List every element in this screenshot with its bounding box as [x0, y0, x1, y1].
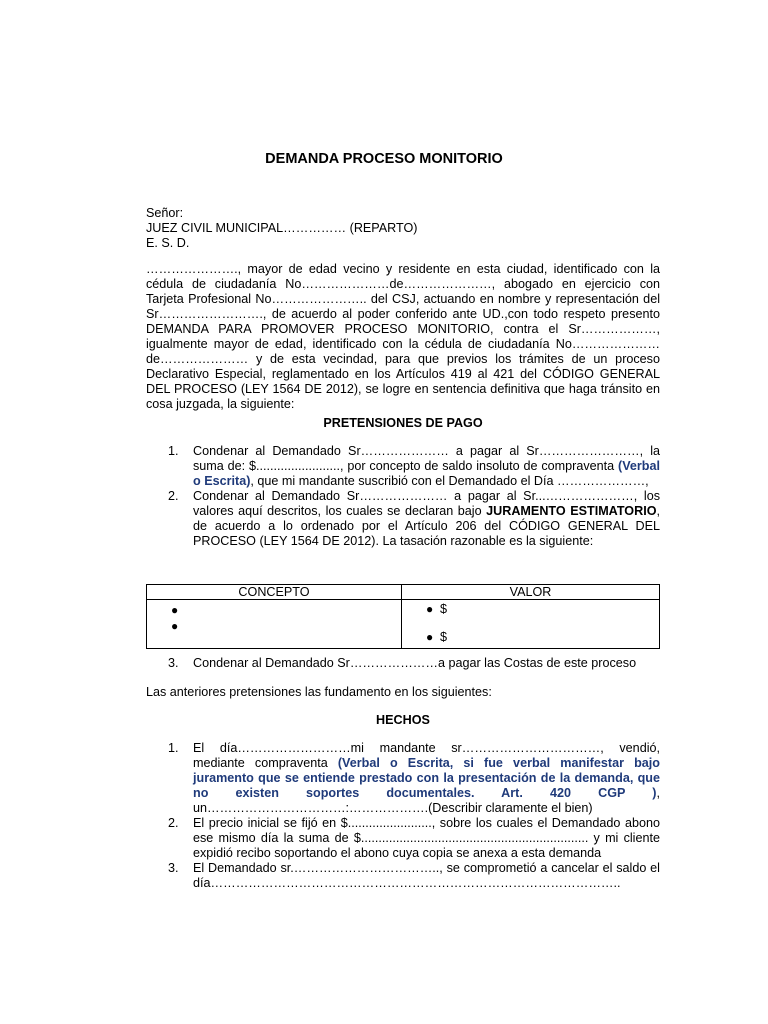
pretensiones-list-cont	[146, 656, 660, 671]
item-text-cont: , que mi mandante suscribió con el Demandado el Día …………………,	[250, 474, 649, 488]
list-item: ● $	[426, 602, 448, 616]
salutation: Señor:	[146, 206, 184, 220]
bullet-icon: ●	[171, 603, 179, 617]
concepto-cell	[147, 600, 402, 649]
pretension-item-3	[146, 656, 660, 671]
hechos-heading: HECHOS	[376, 713, 430, 727]
item-text: Condenar al Demandado Sr………………… a pagar al Sr...…………………, los valores aquí descritos, los cuales se declaran bajo	[193, 489, 660, 518]
addressee-block	[146, 206, 660, 251]
highlight-text: (Verbal o Escrita, si fue verbal manifestar bajo juramento que se entiende prestado con la presentación de la demanda, que no existen soportes documentales. Art. 420 CGP )	[193, 756, 660, 800]
bold-text: JURAMENTO ESTIMATORIO	[486, 504, 657, 518]
hecho-item-3	[146, 861, 660, 891]
item-text: Condenar al Demandado Sr…………………a pagar las Costas de este proceso	[193, 656, 637, 670]
pretension-item-2	[146, 489, 660, 549]
highlight-text: (Verbal o Escrita)	[193, 459, 660, 488]
pretension-item-1	[146, 444, 660, 489]
pretensiones-list	[146, 444, 660, 549]
table-header-row	[147, 585, 660, 600]
pretensiones-heading: PRETENSIONES DE PAGO	[323, 416, 483, 430]
bullet-icon: ●	[171, 619, 179, 633]
esd-line: E. S. D.	[146, 236, 190, 250]
column-header-concepto: CONCEPTO	[147, 585, 402, 600]
item-number: 3.	[168, 656, 179, 670]
hecho-item-1	[146, 741, 660, 816]
item-number: 1.	[168, 741, 179, 755]
item-text: Condenar al Demandado Sr………………… a pagar al Sr……………………, la suma de: $........................, por concepto de saldo insoluto de compraventa	[193, 444, 660, 473]
bullet-icon: ●	[426, 602, 434, 616]
list-item	[147, 602, 401, 618]
column-header-valor: VALOR	[402, 585, 660, 600]
document-title: DEMANDA PROCESO MONITORIO	[265, 151, 503, 167]
item-number: 2.	[168, 816, 179, 830]
list-item	[402, 617, 659, 629]
item-text-cont: , un……………………………:……………….(Describir claramente el bien)	[193, 786, 660, 815]
item-text: El Demandado sr.…………………………….., se comprometió a cancelar el saldo el día……………………………………………………………………………………..	[193, 861, 660, 890]
table-row	[147, 600, 660, 649]
item-text-cont: , de acuerdo a lo ordenado por el Artículo 206 del CÓDIGO GENERAL DEL PROCESO (LEY 1564 DE 2012). La tasación razonable es la siguiente:	[193, 504, 660, 548]
fundamento-line: Las anteriores pretensiones las fundamento en los siguientes:	[146, 685, 492, 699]
item-number: 2.	[168, 489, 179, 503]
intro-paragraph: …………………., mayor de edad vecino y residente en esta ciudad, identificado con la cédula de ciudadanía No…………………de…………………, abogado en ejercicio con Tarjeta Profesional No………………….. del CSJ, actuando en nombre y representación del Sr……………………., de acuerdo al poder conferido ante UD.,con todo respeto presento DEMANDA PARA PROMOVER PROCESO MONITORIO, contra el Sr………………, igualmente mayor de edad, identificado con la cédula de ciudadanía No…………………de………………… y de esta vecindad, para que previos los trámites de un proceso Declarativo Especial, reglamentado en los Artículos 419 al 421 del CÓDIGO GENERAL DEL PROCESO (LEY 1564 DE 2012), se logre en sentencia definitiva que haga tránsito en cosa juzgada, la siguiente:	[146, 262, 660, 411]
item-text: El día………………………mi mandante sr……………………………, vendió, mediante compraventa	[193, 741, 660, 770]
valor-cell	[402, 600, 660, 649]
list-item	[147, 618, 401, 634]
item-text: El precio inicial se fijó en $........................, sobre los cuales el Demandado abono ese mismo día la suma de $................................................................. y mi cliente expidió recibo soportando el abono cuya copia se anexa a esta demanda	[193, 816, 660, 860]
bullet-icon: ●	[426, 630, 434, 644]
hechos-list	[146, 741, 660, 891]
item-number: 1.	[168, 444, 179, 458]
item-number: 3.	[168, 861, 179, 875]
hecho-item-2	[146, 816, 660, 861]
list-item: ● $	[426, 630, 448, 644]
court-line: JUEZ CIVIL MUNICIPAL…………… (REPARTO)	[146, 221, 418, 235]
valuation-table	[146, 584, 660, 649]
